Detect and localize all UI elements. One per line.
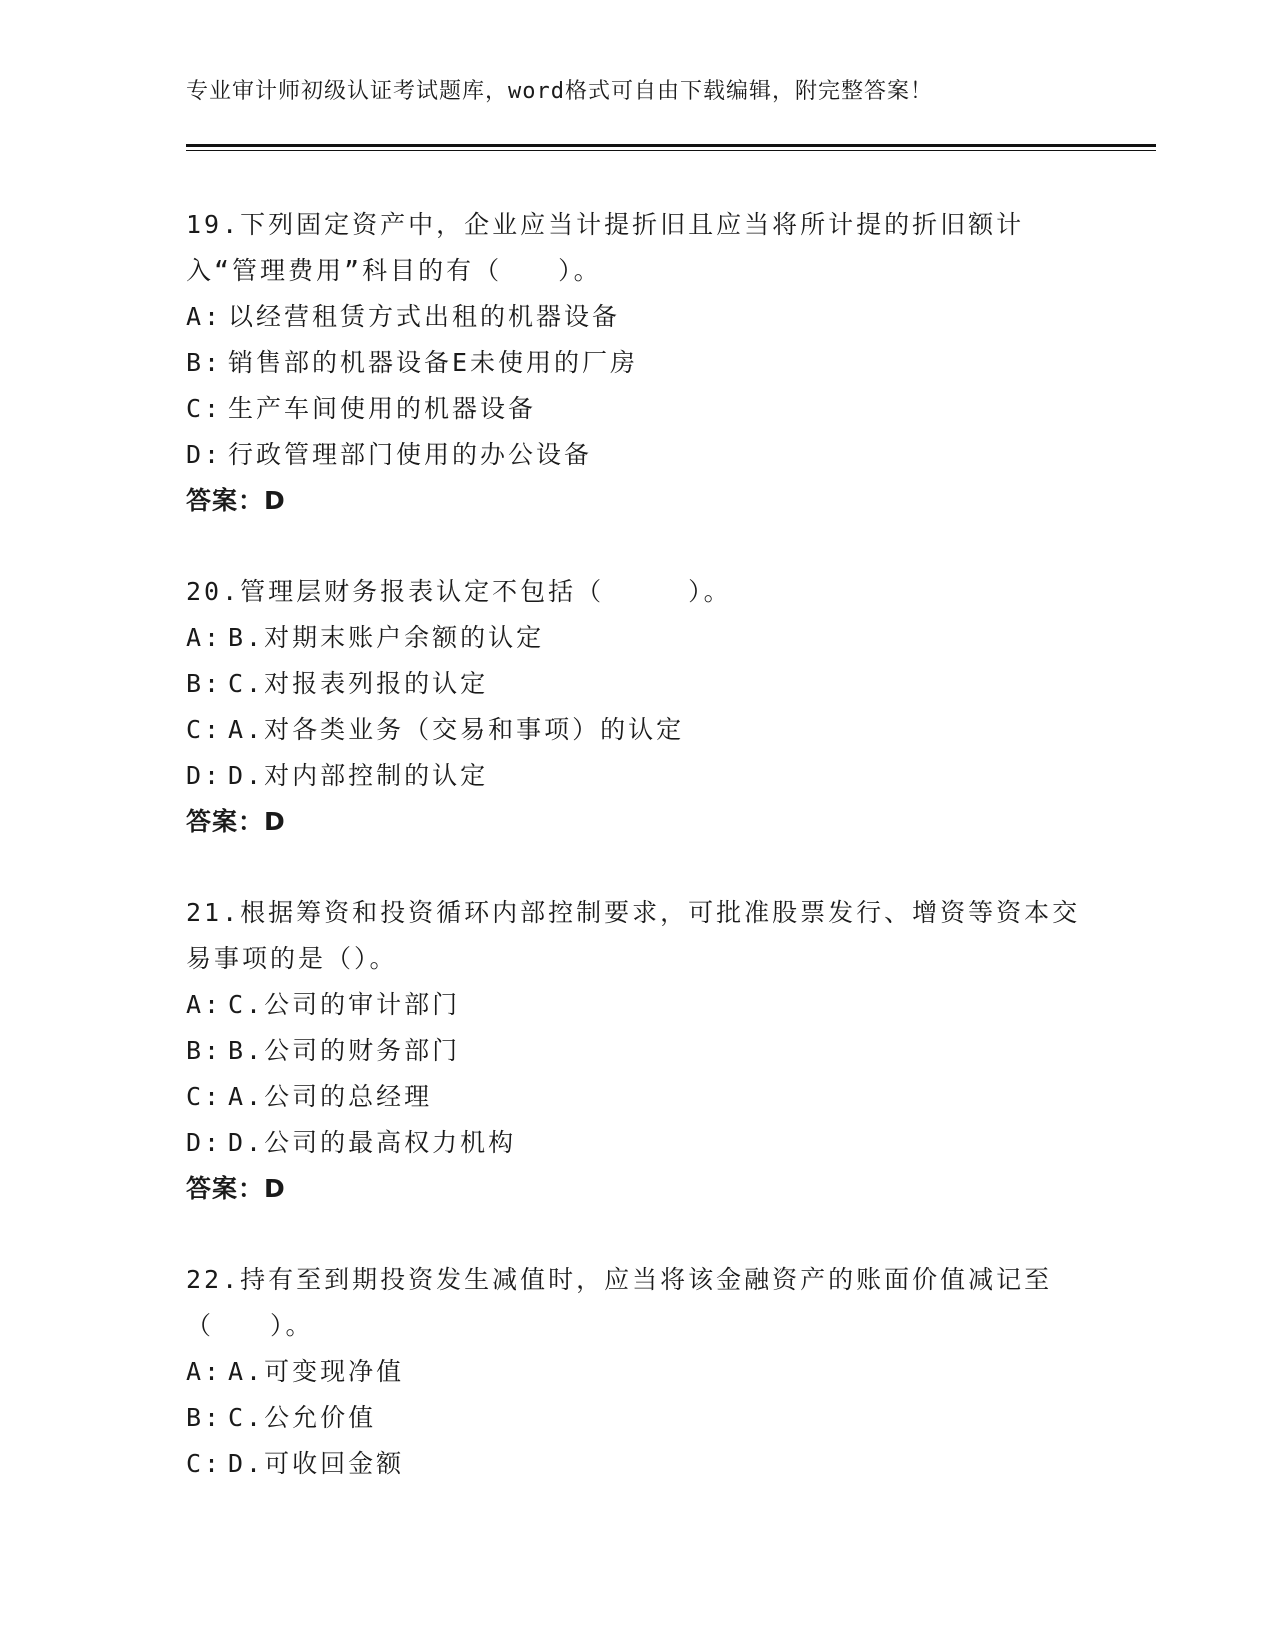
option-text: 行政管理部门使用的办公设备 [228, 440, 593, 469]
option-key: A: [186, 990, 223, 1019]
option-key: D: [186, 1128, 223, 1157]
option-key: B: [186, 1036, 223, 1065]
option-key: B: [186, 1403, 223, 1432]
option-a [186, 615, 1086, 661]
option-text: B.公司的财务部门 [228, 1036, 461, 1065]
option-text: D.可收回金额 [228, 1449, 405, 1478]
page-header: 专业审计师初级认证考试题库，word格式可自由下载编辑，附完整答案！ [186, 79, 933, 104]
option-key: A: [186, 623, 223, 652]
option-text: A.对各类业务（交易和事项）的认定 [228, 715, 685, 744]
option-c [186, 1441, 1086, 1487]
option-c [186, 707, 1086, 753]
question-text: 21.根据筹资和投资循环内部控制要求，可批准股票发行、增资等资本交易事项的是（）。 [186, 898, 1081, 973]
option-key: B: [186, 348, 223, 377]
option-key: A: [186, 302, 223, 331]
option-text: C.公允价值 [228, 1403, 377, 1432]
option-d [186, 753, 1086, 799]
question-20 [186, 569, 1086, 845]
question-21 [186, 890, 1086, 1212]
option-text: 以经营租赁方式出租的机器设备 [228, 302, 621, 331]
option-key: B: [186, 669, 223, 698]
option-text: C.公司的审计部门 [228, 990, 461, 1019]
option-text: 生产车间使用的机器设备 [228, 394, 537, 423]
option-key: C: [186, 394, 223, 423]
option-key: C: [186, 715, 223, 744]
option-b [186, 1028, 1086, 1074]
option-text: C.对报表列报的认定 [228, 669, 489, 698]
option-d [186, 1120, 1086, 1166]
option-text: 销售部的机器设备E未使用的厂房 [228, 348, 639, 377]
question-text: 20.管理层财务报表认定不包括（ ）。 [186, 577, 732, 606]
option-b [186, 340, 1086, 386]
question-22 [186, 1257, 1086, 1487]
option-key: D: [186, 440, 223, 469]
answer-line: 答案：D [186, 1174, 286, 1203]
option-key: C: [186, 1082, 223, 1111]
option-key: A: [186, 1357, 223, 1386]
option-text: A.公司的总经理 [228, 1082, 433, 1111]
option-a [186, 982, 1086, 1028]
option-c [186, 1074, 1086, 1120]
option-text: B.对期末账户余额的认定 [228, 623, 545, 652]
answer-line: 答案：D [186, 486, 286, 515]
option-key: C: [186, 1449, 223, 1478]
option-text: A.可变现净值 [228, 1357, 405, 1386]
option-b [186, 1395, 1086, 1441]
option-c [186, 386, 1086, 432]
option-text: D.对内部控制的认定 [228, 761, 489, 790]
question-text: 22.持有至到期投资发生减值时，应当将该金融资产的账面价值减记至（ ）。 [186, 1265, 1053, 1340]
question-19 [186, 202, 1086, 524]
question-list [186, 202, 1086, 1532]
header-rule-thin [186, 150, 1156, 151]
option-d [186, 432, 1086, 478]
option-key: D: [186, 761, 223, 790]
option-a [186, 294, 1086, 340]
question-text: 19.下列固定资产中，企业应当计提折旧且应当将所计提的折旧额计入“管理费用”科目的有（ ）。 [186, 210, 1025, 285]
option-a [186, 1349, 1086, 1395]
header-rule-thick [186, 144, 1156, 147]
answer-line: 答案：D [186, 807, 286, 836]
option-b [186, 661, 1086, 707]
option-text: D.公司的最高权力机构 [228, 1128, 517, 1157]
